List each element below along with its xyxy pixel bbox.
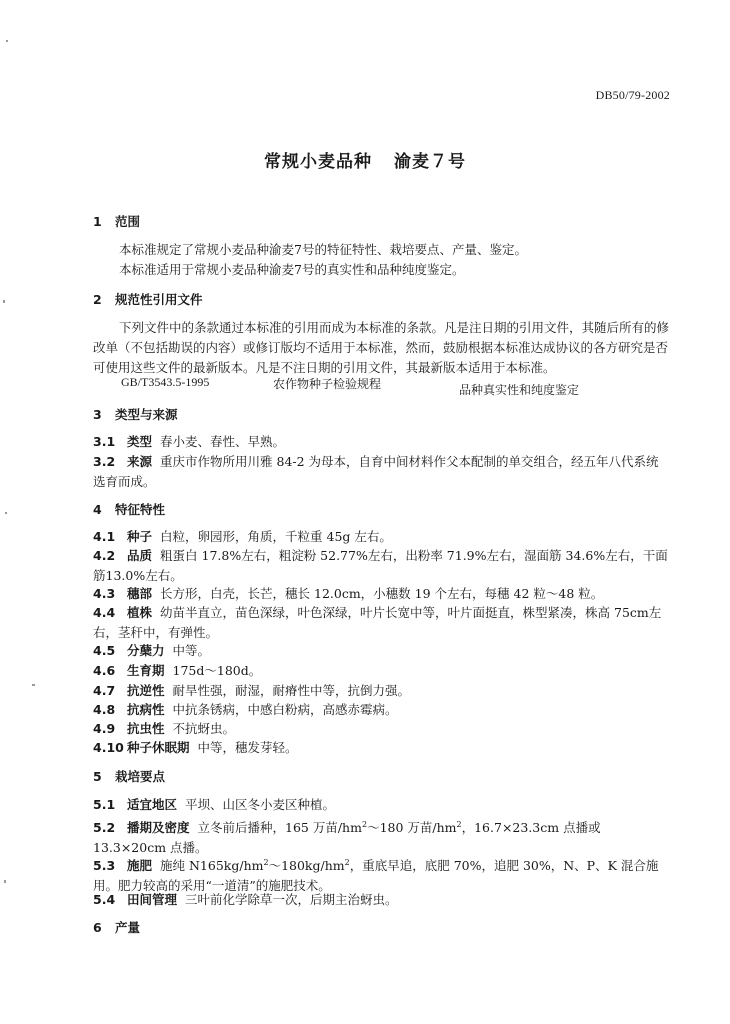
section-2-paragraph: 下列文件中的条款通过本标准的引用而成为本标准的条款。凡是注日期的引用文件，其随后所有的修改单（不包括勘误的内容）或修订版均不适用于本标准，然而，鼓励根据本标准达成协议的各方研究是否可使用这些文件的最新版本。凡是不注日期的引用文件，其最新版本适用于本标准。 — [93, 320, 670, 375]
reference-subtitle: 品种真实性和纯度鉴定 — [459, 383, 580, 397]
page-title — [0, 147, 730, 172]
item-4-4: 4.4 植株 幼苗半直立，苗色深绿，叶色深绿，叶片长宽中等，叶片面挺直，株型紧凑，株高 75cm左右，茎秆中，有弹性。 — [93, 605, 662, 640]
section-2-heading: 2 规范性引用文件 — [93, 292, 203, 307]
item-4-6: 4.6 生育期 175d～180d。 — [93, 663, 262, 678]
section-1-paragraph-1: 本标准规定了常规小麦品种渝麦7号的特征特性、栽培要点、产量、鉴定。 — [119, 242, 527, 257]
scan-speck — [3, 300, 5, 303]
item-5-2: 5.2 播期及密度 立冬前后播种，165 万苗$/hm^2\sim 180$ 万苗$/hm^2$，16.7×23.3cm 点播或 13.3×20cm 点播。 — [93, 820, 601, 856]
item-4-9: 4.9 抗虫性 不抗蚜虫。 — [93, 721, 236, 736]
section-1-heading: 1 范围 — [93, 214, 141, 229]
scan-speck — [6, 40, 8, 42]
item-4-2: 4.2 品质 粗蛋白 17.8%左右，粗淀粉 52.77%左右，出粉率 71.9%左右，湿面筋 34.6%左右，干面筋13.0%左右。 — [93, 548, 668, 583]
scan-speck — [4, 880, 6, 883]
title-part2: 渝麦７号 — [394, 152, 466, 172]
scan-speck — [32, 684, 35, 686]
item-4-1: 4.1 种子 白粒，卵园形，角质，千粒重 45g 左右。 — [93, 529, 392, 544]
item-4-8: 4.8 抗病性 中抗条锈病，中感白粉病，高感赤霉病。 — [93, 702, 398, 717]
item-4-7: 4.7 抗逆性 耐旱性强，耐湿，耐瘠性中等，抗倒力强。 — [93, 683, 411, 698]
item-3-1: 3.1 类型 春小麦、春性、早熟。 — [93, 434, 286, 449]
section-1-paragraph-2: 本标准适用于常规小麦品种渝麦7号的真实性和品种纯度鉴定。 — [119, 262, 465, 277]
title-part1: 常规小麦品种 — [264, 152, 372, 172]
item-4-10: 4.10 种子休眠期 中等，穗发芽轻。 — [93, 740, 298, 755]
document-number: DB50/79-2002 — [595, 88, 670, 102]
section-5-heading: 5 栽培要点 — [93, 769, 166, 784]
item-5-4: 5.4 田间管理 三叶前化学除草一次，后期主治蚜虫。 — [93, 892, 398, 907]
reference-code: GB/T3543.5-1995 — [121, 375, 210, 389]
scan-speck — [5, 512, 7, 514]
item-3-2: 3.2 来源 重庆市作物所用川雅 84-2 为母本，自育中间材料作父本配制的单交组合，经五年八代系统选育而成。 — [93, 454, 659, 489]
item-4-3: 4.3 穗部 长方形，白壳，长芒，穗长 12.0cm，小穗数 19 个左右，每穗 42 粒～48 粒。 — [93, 586, 604, 601]
section-6-heading: 6 产量 — [93, 920, 141, 935]
reference-name: 农作物种子检验规程 — [273, 377, 382, 391]
section-3-heading: 3 类型与来源 — [93, 407, 178, 422]
item-4-5: 4.5 分蘖力 中等。 — [93, 643, 211, 658]
item-5-1: 5.1 适宜地区 平坝、山区冬小麦区种植。 — [93, 797, 336, 812]
section-4-heading: 4 特征特性 — [93, 502, 166, 517]
item-5-3: 5.3 施肥 施纯 $N165kg/hm^2\sim 180kg/hm^2$，重底早追，底肥 70%，追肥 30%，N、P、K 混合施用。肥力较高的采用“一道清”的施肥技术。 — [93, 858, 659, 894]
